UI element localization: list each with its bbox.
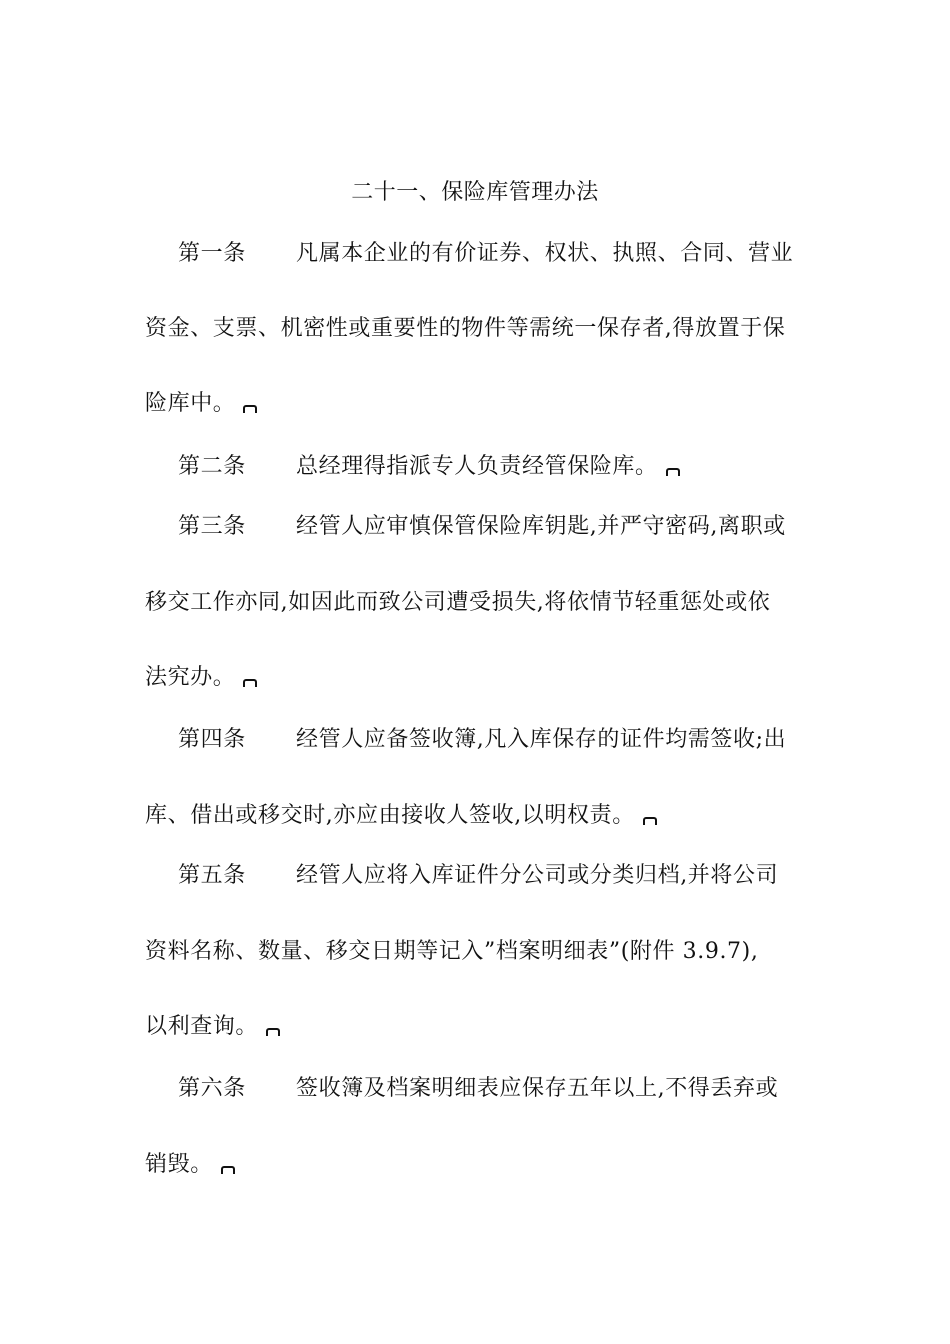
- paragraph-mark-icon: [243, 678, 259, 688]
- article-6-line-2: [145, 1149, 815, 1181]
- article-1-line-3: [145, 388, 815, 420]
- article-3-line-2: [145, 587, 815, 619]
- article-1-text-2: 资金、支票、机密性或重要性的物件等需统一保存者,得放置于保: [145, 316, 786, 341]
- article-6-label: 第六条: [178, 1076, 246, 1101]
- article-5-text-1: 经管人应将入库证件分公司或分类归档,并将公司: [296, 863, 779, 888]
- article-6-text-1: 签收簿及档案明细表应保存五年以上,不得丢弃或: [296, 1076, 779, 1101]
- article-4-line-2: [145, 800, 815, 832]
- article-5-text-3: 以利查询。: [145, 1014, 259, 1039]
- article-3-line-3: [145, 662, 815, 694]
- paragraph-mark-icon: [243, 404, 259, 414]
- article-2-label: 第二条: [178, 454, 246, 479]
- paragraph-mark-icon: [666, 467, 682, 477]
- article-3-text-2: 移交工作亦同,如因此而致公司遭受损失,将依情节轻重惩处或依: [145, 590, 771, 615]
- article-4-label: 第四条: [178, 727, 246, 752]
- article-1-text-3: 险库中。: [145, 391, 236, 416]
- paragraph-mark-icon: [266, 1027, 282, 1037]
- article-5-line-1: [178, 860, 818, 892]
- paragraph-mark-icon: [643, 816, 659, 826]
- article-5-text-2: 资料名称、数量、移交日期等记入”档案明细表”(附件 3.9.7),: [145, 939, 759, 964]
- article-2-line-1: [178, 451, 818, 483]
- article-1-line-1: [178, 238, 818, 270]
- article-6-line-1: [178, 1073, 818, 1105]
- article-3-text-1: 经管人应审慎保管保险库钥匙,并严守密码,离职或: [296, 514, 786, 539]
- article-1-line-2: [145, 313, 815, 345]
- article-5-line-3: [145, 1011, 815, 1043]
- article-4-text-1: 经管人应备签收簿,凡入库保存的证件均需签收;出: [296, 727, 787, 752]
- article-4-line-1: [178, 724, 818, 756]
- article-5-label: 第五条: [178, 863, 246, 888]
- article-1-text-1: 凡属本企业的有价证券、权状、执照、合同、营业: [296, 241, 794, 266]
- article-1-label: 第一条: [178, 241, 246, 266]
- article-6-text-2: 销毁。: [145, 1152, 213, 1177]
- article-5-line-2: [145, 936, 815, 968]
- article-4-text-2: 库、借出或移交时,亦应由接收人签收,以明权责。: [145, 803, 635, 828]
- article-2-text-1: 总经理得指派专人负责经管保险库。: [296, 454, 658, 479]
- article-3-line-1: [178, 511, 818, 543]
- document-title: 二十一、保险库管理办法: [351, 180, 599, 205]
- paragraph-mark-icon: [221, 1165, 237, 1175]
- article-3-text-3: 法究办。: [145, 665, 236, 690]
- article-3-label: 第三条: [178, 514, 246, 539]
